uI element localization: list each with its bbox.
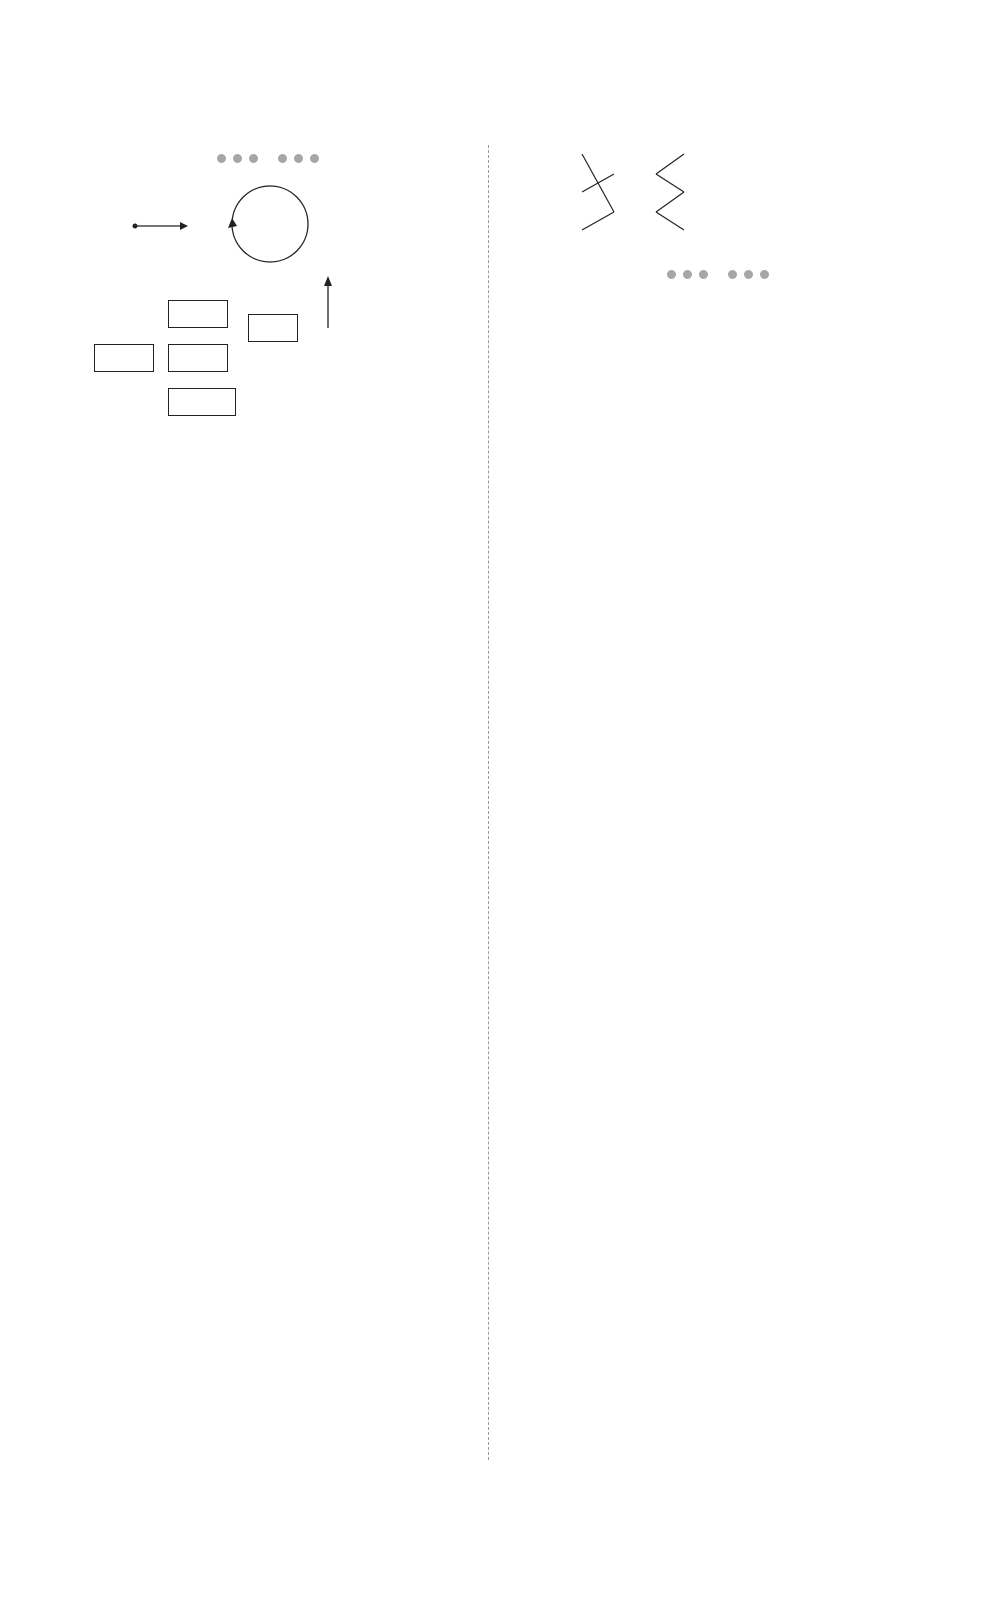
header-dots-left (667, 270, 708, 279)
north-arrow (316, 274, 356, 334)
circular-path (232, 186, 308, 262)
header-dots-left (217, 154, 258, 163)
arrow-head-icon (180, 222, 188, 230)
left-column (58, 140, 478, 424)
library-box (168, 388, 236, 416)
north-arrow-icon (324, 276, 332, 286)
match-connectors (582, 154, 684, 230)
header-dots-right (278, 154, 319, 163)
unit1-header (58, 140, 478, 176)
school-box (248, 314, 298, 342)
q4-2-map (58, 274, 478, 424)
right-column (508, 140, 928, 294)
unit2-header (508, 256, 928, 292)
q4-2-label (58, 274, 80, 314)
supermarket-box (94, 344, 154, 372)
circle-arrow-icon (228, 218, 237, 228)
matching-lines (538, 140, 838, 252)
matching-diagram (508, 140, 928, 252)
q4-drawing (118, 182, 338, 272)
market-box (168, 300, 228, 328)
column-divider (488, 145, 489, 1460)
q4-motion-diagram (58, 178, 478, 274)
tiantian-home-box (168, 344, 228, 372)
header-dots-right (728, 270, 769, 279)
